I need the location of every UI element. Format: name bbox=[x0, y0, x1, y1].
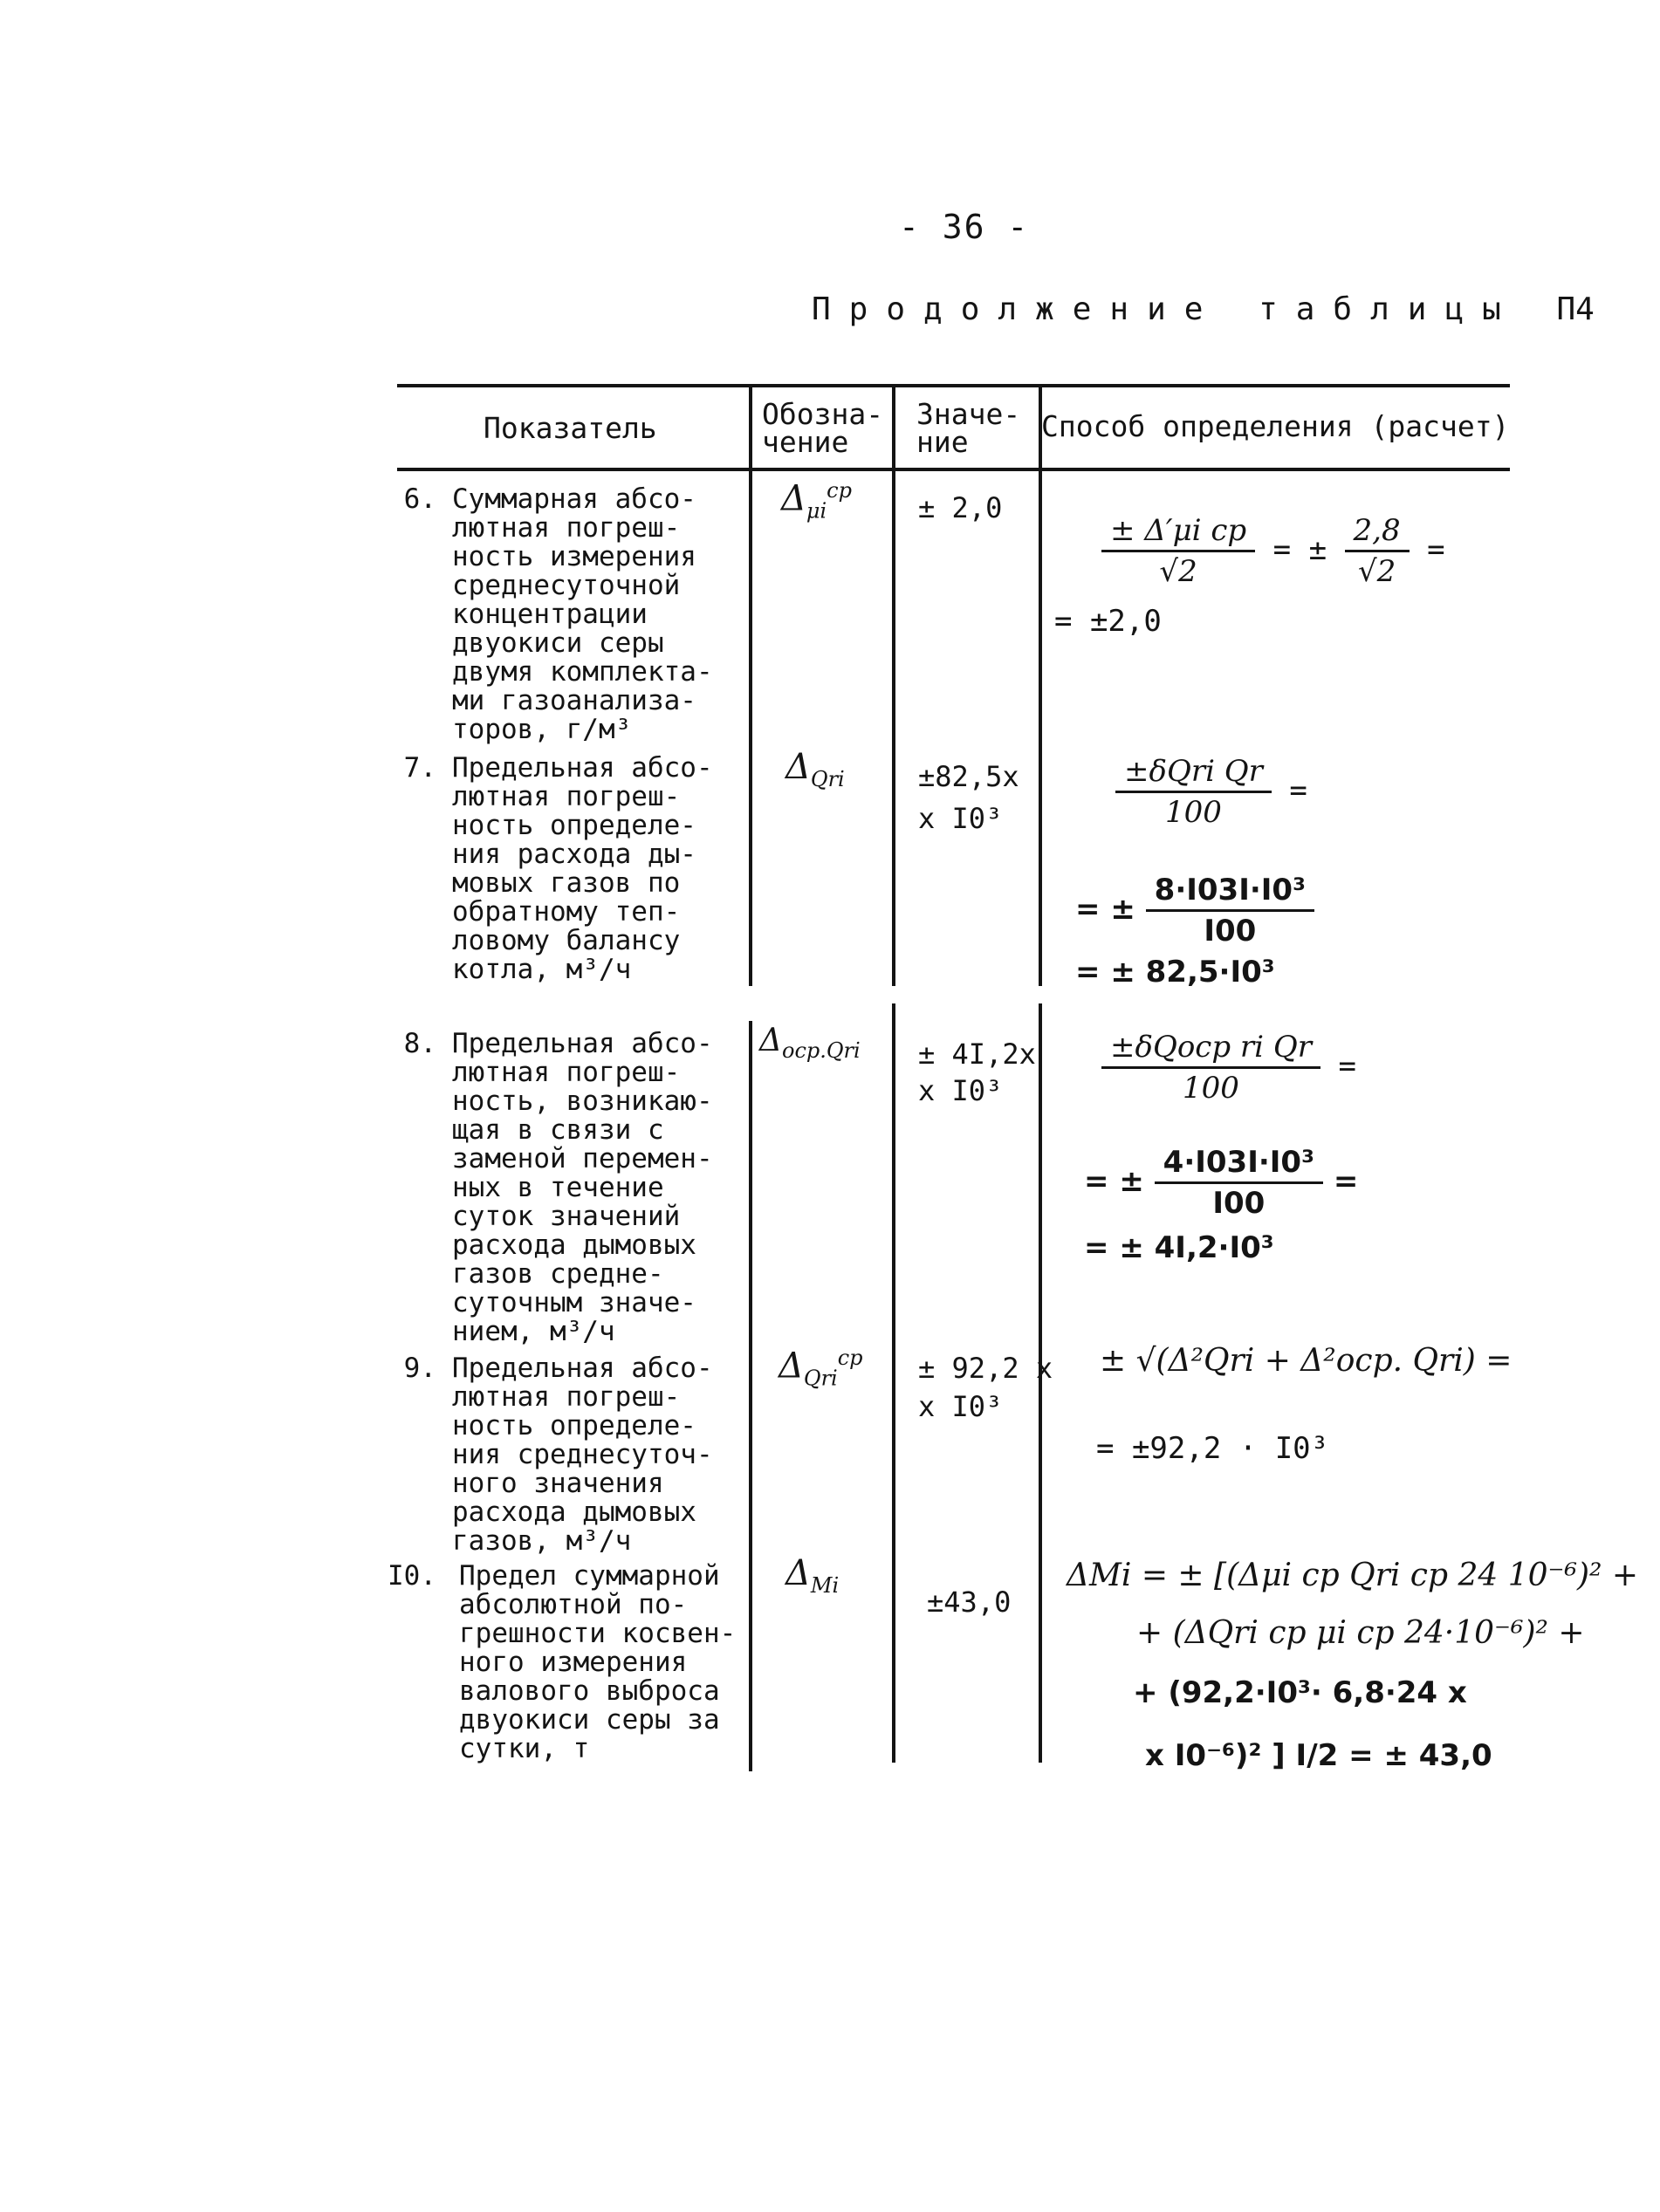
row-formula-line1: ΔMi = ± [(Δμi ср Qri ср 24 10⁻⁶)² + bbox=[1067, 1558, 1639, 1593]
formula-operator: = bbox=[1427, 532, 1445, 567]
description-line: газов, м³/ч bbox=[452, 1525, 632, 1557]
row-value: ± 4I,2х bbox=[918, 1038, 1036, 1071]
formula-numerator: ± Δ′μi ср bbox=[1101, 513, 1255, 552]
row-description bbox=[459, 1562, 736, 1763]
row-value: ± 2,0 bbox=[918, 491, 1003, 524]
formula-fraction bbox=[1101, 1030, 1320, 1106]
description-line: лютная погреш- bbox=[452, 781, 681, 812]
symbol-sub: Mi bbox=[810, 1573, 840, 1598]
formula-denominator: I00 bbox=[1212, 1186, 1266, 1221]
description-line: абсолютной по- bbox=[459, 1589, 688, 1620]
column-divider-1 bbox=[749, 384, 752, 986]
column-divider-2 bbox=[892, 384, 895, 986]
description-line: мовых газов по bbox=[452, 867, 681, 899]
formula-operator: = bbox=[1289, 773, 1307, 808]
header-designation-1: Обозна- bbox=[762, 397, 884, 431]
description-line: суток значений bbox=[452, 1201, 681, 1232]
description-line: валового выброса bbox=[459, 1675, 720, 1707]
description-line: ловому балансу bbox=[452, 925, 681, 956]
row-formula bbox=[1115, 754, 1307, 830]
formula-operator: = ± bbox=[1075, 892, 1135, 927]
description-line: лютная погреш- bbox=[452, 1381, 681, 1413]
description-line: двумя комплекта- bbox=[452, 656, 713, 688]
formula-result: = ±2,0 bbox=[1054, 604, 1162, 639]
description-line: ного значения bbox=[452, 1468, 664, 1499]
formula-denominator: 100 bbox=[1183, 1071, 1239, 1106]
row-formula-line2: = ±92,2 · I0³ bbox=[1096, 1431, 1329, 1466]
row-number: I0. bbox=[388, 1560, 436, 1592]
description-line: лютная погреш- bbox=[452, 512, 681, 544]
row-value: ± 92,2 х bbox=[918, 1352, 1053, 1385]
row-formula-line1: ± √(Δ²Qri + Δ²оср. Qri) = bbox=[1100, 1343, 1513, 1379]
formula-operator: = ± bbox=[1272, 532, 1327, 567]
formula-fraction bbox=[1101, 513, 1255, 589]
formula-denominator: √2 bbox=[1357, 554, 1396, 589]
header-value-1: Значе- bbox=[916, 397, 1021, 431]
formula-fraction bbox=[1146, 873, 1314, 948]
description-line: расхода дымовых bbox=[452, 1496, 696, 1528]
row-formula-line3: + (92,2·I0³· 6,8·24 х bbox=[1133, 1675, 1467, 1710]
row-value-cont: х I0³ bbox=[918, 1390, 1003, 1423]
row-formula-line4: х I0⁻⁶)² ] I/2 = ± 43,0 bbox=[1145, 1738, 1492, 1773]
formula-operator: = bbox=[1333, 1164, 1359, 1199]
description-line: котла, м³/ч bbox=[452, 954, 632, 985]
formula-fraction bbox=[1115, 754, 1272, 830]
description-line: заменой перемен- bbox=[452, 1143, 713, 1174]
row-description bbox=[452, 1354, 713, 1556]
row-number: 7. bbox=[403, 752, 436, 784]
row-symbol bbox=[781, 478, 852, 523]
description-line: щая в связи с bbox=[452, 1114, 664, 1146]
formula-operator: = ± bbox=[1084, 1164, 1144, 1199]
row-value: ±82,5х bbox=[918, 760, 1019, 793]
table-continuation-title bbox=[812, 291, 1595, 327]
description-line: расхода дымовых bbox=[452, 1229, 696, 1261]
description-line: среднесуточной bbox=[452, 570, 681, 601]
formula-denominator: I00 bbox=[1204, 914, 1257, 948]
symbol-main: Δ bbox=[781, 478, 806, 519]
formula-numerator: 8·I03I·I0³ bbox=[1146, 873, 1314, 912]
table-top-rule bbox=[397, 384, 1510, 387]
row-description bbox=[452, 485, 713, 744]
description-line: Предельная абсо- bbox=[452, 1353, 713, 1384]
row-formula-line2 bbox=[1084, 1145, 1358, 1221]
header-method: Способ определения (расчет) bbox=[1041, 409, 1510, 443]
description-line: ния расхода ды- bbox=[452, 839, 696, 870]
column-divider-1b bbox=[749, 1021, 752, 1771]
row-description bbox=[452, 754, 713, 984]
description-line: Предельная абсо- bbox=[452, 1028, 713, 1059]
description-line: Предел суммарной bbox=[459, 1560, 720, 1592]
description-line: суточным значе- bbox=[452, 1287, 696, 1318]
symbol-sub: μi bbox=[806, 498, 827, 524]
symbol-sub: Qri bbox=[803, 1366, 838, 1391]
row-formula bbox=[1101, 1030, 1356, 1106]
description-line: обратному теп- bbox=[452, 896, 681, 928]
row-formula bbox=[1101, 513, 1445, 589]
description-line: ми газоанализа- bbox=[452, 685, 696, 716]
description-line: ность определе- bbox=[452, 810, 696, 841]
description-line: ность определе- bbox=[452, 1410, 696, 1442]
description-line: ния среднесуточ- bbox=[452, 1439, 713, 1470]
symbol-main: Δ bbox=[785, 1553, 811, 1593]
row-value-cont: х I0³ bbox=[918, 1074, 1003, 1107]
description-line: ного измерения bbox=[459, 1647, 688, 1678]
row-formula-line2 bbox=[1075, 873, 1314, 948]
header-bottom-rule bbox=[397, 468, 1510, 471]
row-description bbox=[452, 1030, 713, 1346]
row-symbol bbox=[785, 747, 845, 791]
description-line: Суммарная абсо- bbox=[452, 483, 696, 515]
description-line: Предельная абсо- bbox=[452, 752, 713, 784]
row-formula-line3: = ± 82,5·I0³ bbox=[1075, 955, 1275, 990]
header-designation-2: чение bbox=[762, 425, 849, 459]
description-line: лютная погреш- bbox=[452, 1057, 681, 1088]
page-number: - 36 - bbox=[899, 208, 1030, 246]
column-divider-2b bbox=[892, 1003, 895, 1763]
row-value-cont: х I0³ bbox=[918, 802, 1003, 835]
symbol-main: Δ bbox=[759, 1023, 782, 1058]
formula-numerator: ±δQri Qr bbox=[1115, 754, 1272, 793]
column-divider-3 bbox=[1039, 384, 1042, 986]
header-value-2: ние bbox=[916, 425, 969, 459]
description-line: двуокиси серы за bbox=[459, 1704, 720, 1736]
continuation-text: Продолжение таблицы bbox=[812, 291, 1519, 327]
description-line: грешности косвен- bbox=[459, 1618, 737, 1649]
description-line: нием, м³/ч bbox=[452, 1316, 615, 1347]
table-id: П4 bbox=[1556, 291, 1595, 327]
row-symbol bbox=[779, 1346, 863, 1390]
description-line: газов средне- bbox=[452, 1258, 664, 1290]
description-line: двуокиси серы bbox=[452, 627, 664, 659]
row-formula-line3: = ± 4I,2·I0³ bbox=[1084, 1230, 1274, 1265]
formula-operator: = bbox=[1338, 1049, 1356, 1084]
symbol-main: Δ bbox=[779, 1346, 804, 1387]
symbol-sub: Qri bbox=[810, 767, 845, 791]
symbol-sub: оср.Qri bbox=[782, 1038, 861, 1064]
header-indicator: Показатель bbox=[484, 411, 657, 445]
symbol-sup: ср bbox=[837, 1346, 863, 1370]
description-line: торов, г/м³ bbox=[452, 714, 632, 745]
row-number: 6. bbox=[403, 483, 436, 515]
description-line: ных в течение bbox=[452, 1172, 664, 1203]
formula-numerator: ±δQоср ri Qr bbox=[1101, 1030, 1320, 1069]
row-number: 9. bbox=[403, 1353, 436, 1384]
description-line: концентрации bbox=[452, 599, 648, 630]
row-number: 8. bbox=[403, 1028, 436, 1059]
formula-fraction bbox=[1155, 1145, 1323, 1221]
description-line: сутки, т bbox=[459, 1733, 590, 1764]
row-formula-line2: + (ΔQri ср μi ср 24·10⁻⁶)² + bbox=[1136, 1615, 1585, 1651]
description-line: ность, возникаю- bbox=[452, 1085, 713, 1117]
symbol-main: Δ bbox=[785, 747, 811, 787]
formula-fraction bbox=[1345, 513, 1410, 589]
row-symbol bbox=[759, 1023, 861, 1063]
row-value: ±43,0 bbox=[927, 1585, 1012, 1619]
symbol-sup: ср bbox=[827, 478, 852, 503]
formula-numerator: 4·I03I·I0³ bbox=[1155, 1145, 1323, 1184]
formula-denominator: 100 bbox=[1165, 795, 1222, 830]
formula-numerator: 2,8 bbox=[1345, 513, 1410, 552]
description-line: ность измерения bbox=[452, 541, 696, 572]
formula-denominator: √2 bbox=[1159, 554, 1197, 589]
row-symbol bbox=[785, 1553, 839, 1598]
